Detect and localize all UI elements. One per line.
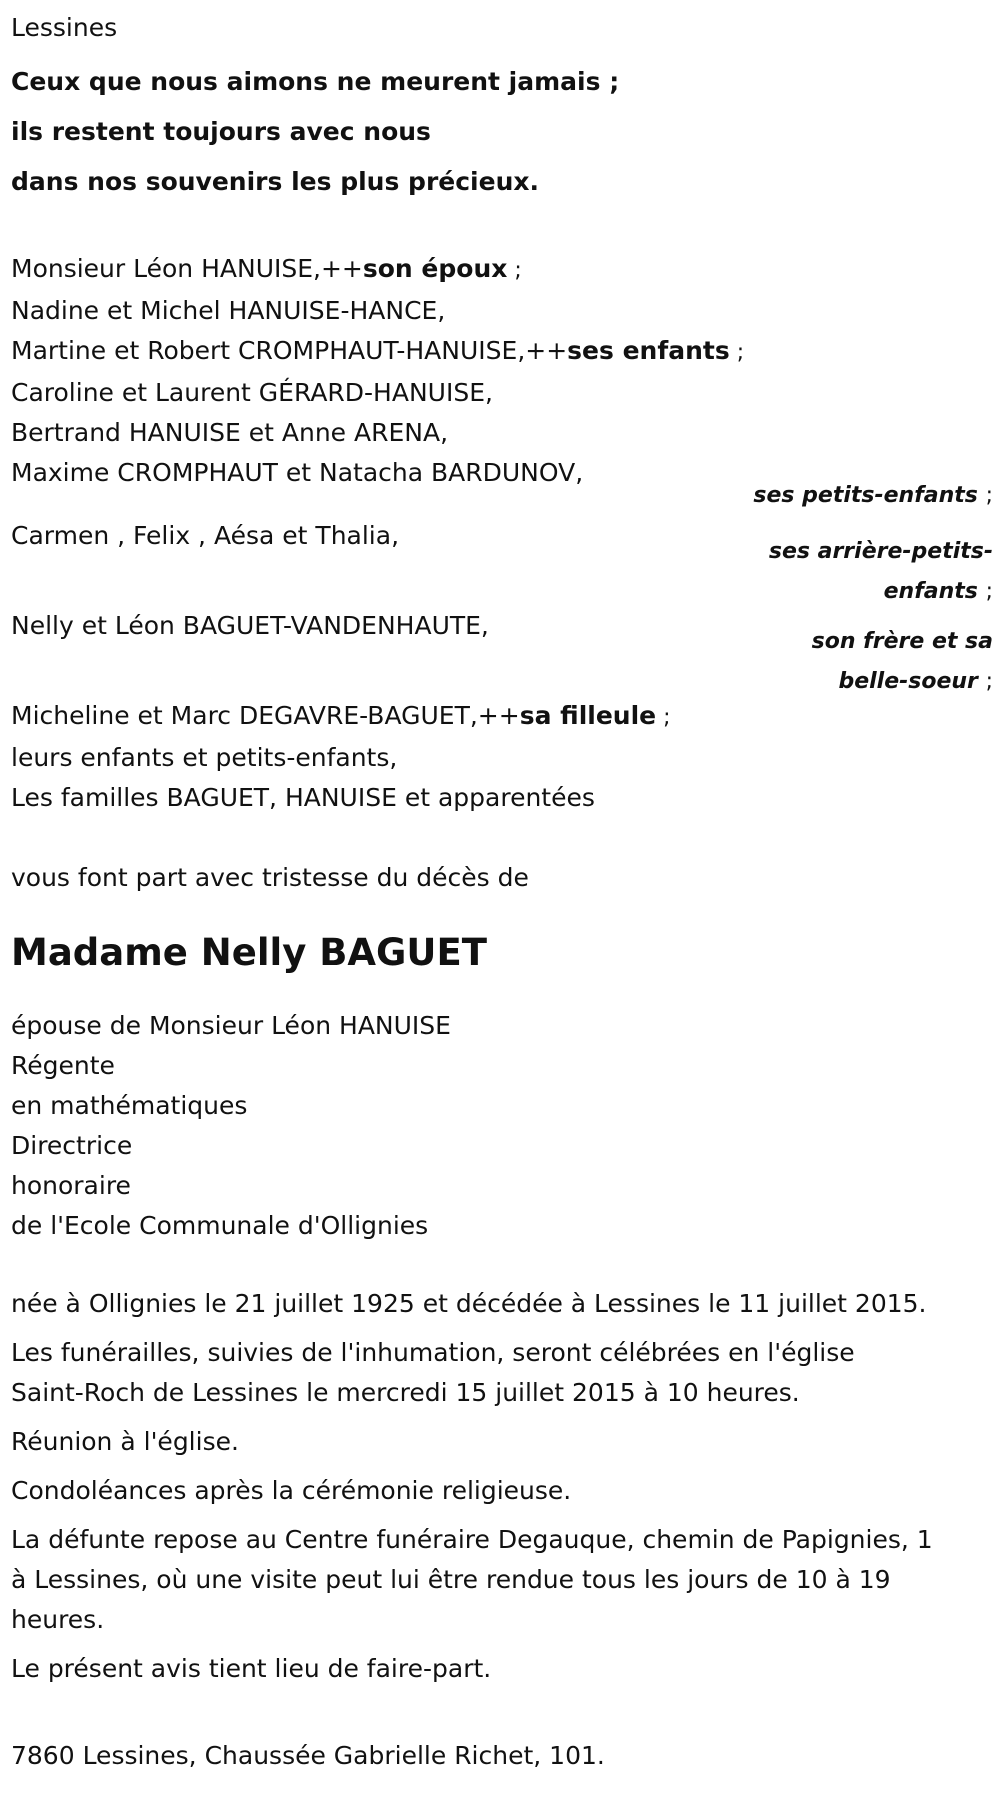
deceased-detail: de l'Ecole Communale d'Ollignies bbox=[11, 1211, 429, 1240]
sibling-role: son frère et sa belle-soeur ; bbox=[811, 629, 993, 694]
grandchildren-role: ses petits-enfants ; bbox=[753, 483, 993, 508]
memorial-quote bbox=[11, 57, 993, 207]
separator: ; bbox=[507, 258, 522, 283]
family-great-grandchildren: Carmen , Felix , Aésa et Thalia, bbox=[11, 521, 400, 550]
goddaughter-role: sa filleule bbox=[519, 701, 657, 730]
family-great-grandchild-row bbox=[11, 516, 993, 606]
family-grandchild: Caroline et Laurent GÉRARD-HANUISE, bbox=[11, 378, 493, 407]
family-sibling-row bbox=[11, 606, 993, 696]
family-children-role: ses enfants bbox=[567, 336, 730, 365]
family-child bbox=[11, 331, 993, 373]
place-header: Lessines bbox=[11, 13, 118, 42]
deceased-detail: honoraire bbox=[11, 1171, 131, 1200]
separator: ; bbox=[656, 705, 671, 730]
family-child: Nadine et Michel HANUISE-HANCE, bbox=[11, 296, 446, 325]
obituary-document bbox=[11, 8, 993, 1776]
family-descendants: leurs enfants et petits-enfants, bbox=[11, 743, 398, 772]
quote-line: Ceux que nous aimons ne meurent jamais ; bbox=[11, 67, 620, 96]
family-sibling: Nelly et Léon BAGUET-VANDENHAUTE, bbox=[11, 611, 489, 640]
deceased-detail: Directrice bbox=[11, 1131, 133, 1160]
great-grandchildren-role: ses arrière-petits- enfants ; bbox=[768, 539, 993, 604]
family-grandchild: Bertrand HANUISE et Anne ARENA, bbox=[11, 418, 449, 447]
family-goddaughter-name: Micheline et Marc DEGAVRE-BAGUET,++ bbox=[11, 701, 520, 730]
deceased-detail: en mathématiques bbox=[11, 1091, 248, 1120]
quote-line: dans nos souvenirs les plus précieux. bbox=[11, 167, 539, 196]
family-grandchild-row bbox=[11, 453, 993, 516]
funeral-notice: Les funérailles, suivies de l'inhumation, seront célébrées en l'église Saint-Roch de Lessines le mercredi 15 juillet 2015 à 10 heures. bbox=[11, 1338, 855, 1407]
deceased-detail: épouse de Monsieur Léon HANUISE bbox=[11, 1011, 451, 1040]
family-grandchild: Maxime CROMPHAUT et Natacha BARDUNOV, bbox=[11, 458, 584, 487]
deceased-name: Madame Nelly BAGUET bbox=[11, 931, 487, 974]
condolences-notice: Condoléances après la cérémonie religieuse. bbox=[11, 1476, 572, 1505]
deceased-detail: Régente bbox=[11, 1051, 115, 1080]
quote-line: ils restent toujours avec nous bbox=[11, 117, 431, 146]
family-spouse-role: son époux bbox=[362, 254, 508, 283]
faire-part-notice: Le présent avis tient lieu de faire-part. bbox=[11, 1654, 492, 1683]
visit-notice: La défunte repose au Centre funéraire Degauque, chemin de Papignies, 1 à Lessines, où une visite peut lui être rendue tous les jours de 10 à 19 heures. bbox=[11, 1525, 933, 1634]
announcement: vous font part avec tristesse du décès de bbox=[11, 863, 529, 892]
separator: ; bbox=[729, 340, 745, 365]
meeting-notice: Réunion à l'église. bbox=[11, 1427, 239, 1456]
family-related: Les familles BAGUET, HANUISE et apparentées bbox=[11, 783, 595, 812]
family-goddaughter bbox=[11, 696, 993, 738]
birth-death-notice: née à Ollignies le 21 juillet 1925 et décédée à Lessines le 11 juillet 2015. bbox=[11, 1289, 927, 1318]
address: 7860 Lessines, Chaussée Gabrielle Richet, 101. bbox=[11, 1741, 605, 1770]
family-spouse bbox=[11, 249, 993, 291]
family-child-name: Martine et Robert CROMPHAUT-HANUISE,++ bbox=[11, 336, 568, 365]
family-spouse-name: Monsieur Léon HANUISE,++ bbox=[11, 254, 363, 283]
